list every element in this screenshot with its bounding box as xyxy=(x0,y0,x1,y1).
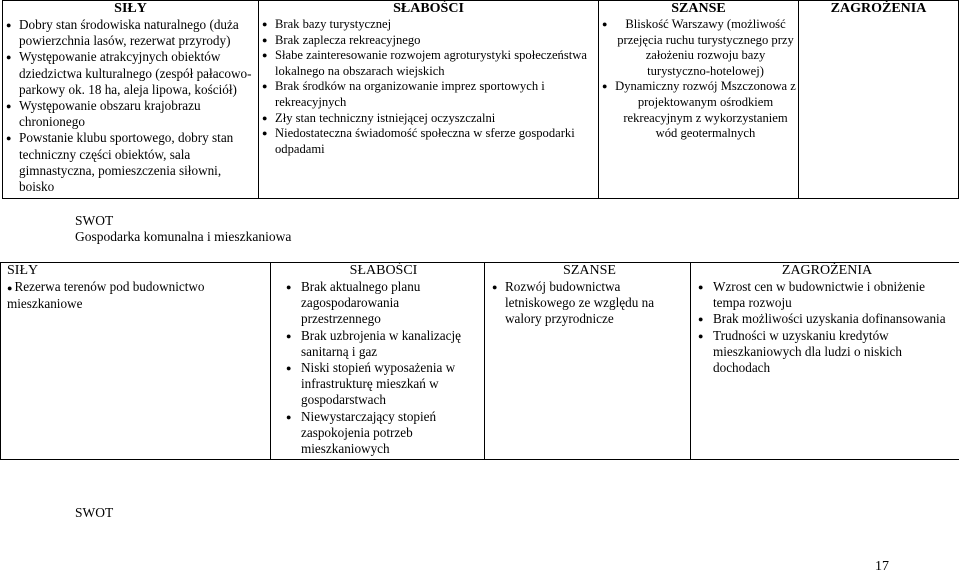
page-number: 17 xyxy=(875,559,889,575)
table1-zagrozenia-cell xyxy=(799,1,959,199)
table2-szanse-cell xyxy=(485,263,691,460)
list-item: ● Brak bazy turystycznej xyxy=(261,17,596,33)
table1-header-sily: SIŁY xyxy=(5,1,256,17)
swot-caption-2 xyxy=(75,505,113,521)
table2-sily-cell xyxy=(1,263,271,460)
list-item: ● Niewystarczający stopień zaspokojenia potrzeb mieszkaniowych xyxy=(285,409,482,458)
list-item: ● Rozwój budownictwa letniskowego ze względu na walory przyrodnicze xyxy=(491,279,688,328)
table1-header-slabosci: SŁABOŚCI xyxy=(261,1,596,17)
table1-sily-cell xyxy=(3,1,259,199)
list-item: ● Wzrost cen w budownictwie i obniżenie tempa rozwoju xyxy=(697,279,957,311)
table2-slabosci-list xyxy=(285,279,482,457)
table2-header-sily: SIŁY xyxy=(7,263,268,279)
list-item: ● Niedostateczna świadomość społeczna w sferze gospodarki odpadami xyxy=(261,126,596,157)
table2-slabosci-cell xyxy=(271,263,485,460)
caption-section-title: Gospodarka komunalna i mieszkaniowa xyxy=(75,229,291,245)
table1-szanse-list xyxy=(601,17,796,142)
list-item: ● Zły stan techniczny istniejącej oczyszczalni xyxy=(261,111,596,127)
list-item: ● Brak możliwości uzyskania dofinansowania xyxy=(697,311,957,327)
caption-swot: SWOT xyxy=(75,213,291,229)
table2-header-zagrozenia: ZAGROŻENIA xyxy=(697,263,957,279)
list-item: ● Brak środków na organizowanie imprez sportowych i rekreacyjnych xyxy=(261,79,596,110)
table1-slabosci-list xyxy=(261,17,596,157)
table2-header-slabosci: SŁABOŚCI xyxy=(285,263,482,279)
list-item: ● Trudności w uzyskaniu kredytów mieszkaniowych dla ludzi o niskich dochodach xyxy=(697,328,957,377)
list-item: ● Brak aktualnego planu zagospodarowania przestrzennego xyxy=(285,279,482,328)
table1-sily-list xyxy=(5,17,256,195)
table2-header-szanse: SZANSE xyxy=(491,263,688,279)
swot-table-top xyxy=(2,0,959,199)
list-item: ● Powstanie klubu sportowego, dobry stan techniczny części obiektów, sala gimnastyczna, pomieszczenia siłowni, boisko xyxy=(5,130,256,195)
list-item: ● Niski stopień wyposażenia w infrastrukturę mieszkań w gospodarstwach xyxy=(285,360,482,409)
table2-szanse-list xyxy=(491,279,688,328)
caption-swot: SWOT xyxy=(75,505,113,521)
swot-table-housing xyxy=(0,262,959,460)
list-item: ● Bliskość Warszawy (możliwość przejęcia ruchu turystycznego przy założeniu rozwoju bazy turystyczno-hotelowej) xyxy=(601,17,796,79)
list-item: ● Słabe zainteresowanie rozwojem agroturystyki społeczeństwa lokalnego na obszarach wiejskich xyxy=(261,48,596,79)
table1-header-szanse: SZANSE xyxy=(601,1,796,17)
table1-szanse-cell xyxy=(599,1,799,199)
swot-caption-1 xyxy=(75,213,291,245)
list-item: ● Brak zaplecza rekreacyjnego xyxy=(261,33,596,49)
list-item: ● Brak uzbrojenia w kanalizację sanitarną i gaz xyxy=(285,328,482,360)
table1-header-zagrozenia: ZAGROŻENIA xyxy=(801,1,956,17)
table1-slabosci-cell xyxy=(259,1,599,199)
list-item: ● Występowanie obszaru krajobrazu chronionego xyxy=(5,98,256,130)
table2-sily-list xyxy=(7,279,268,312)
list-item: ● Występowanie atrakcyjnych obiektów dziedzictwa kulturalnego (zespół pałacowo-parkowy ok. 18 ha, aleja lipowa, kościół) xyxy=(5,49,256,98)
list-item: ● Dobry stan środowiska naturalnego (duża powierzchnia lasów, rezerwat przyrody) xyxy=(5,17,256,49)
list-item: ● Rezerwa terenów pod budownictwo mieszkaniowe xyxy=(7,279,268,312)
list-item: ● Dynamiczny rozwój Mszczonowa z projektowanym ośrodkiem rekreacyjnym z wykorzystaniem wód geotermalnych xyxy=(601,79,796,141)
table2-zagrozenia-cell xyxy=(691,263,959,460)
table2-zagrozenia-list xyxy=(697,279,957,376)
